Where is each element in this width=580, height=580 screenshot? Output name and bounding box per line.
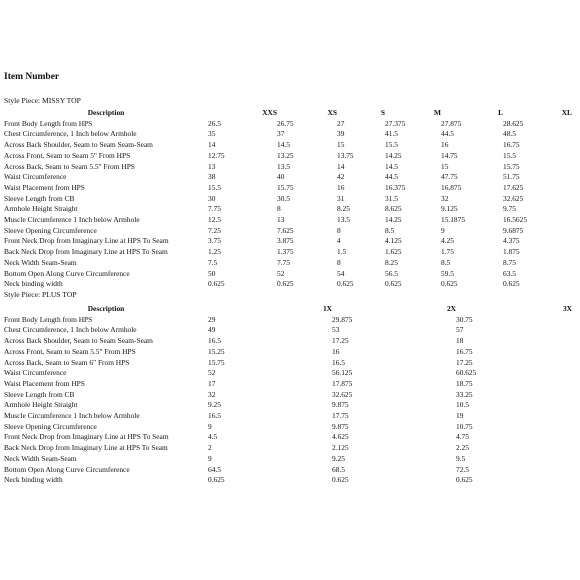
measurement-value: 17.625 — [503, 182, 524, 192]
measurement-value: 9 — [208, 421, 212, 431]
table-row — [4, 315, 572, 326]
table-row — [4, 465, 572, 476]
table-row — [4, 390, 572, 401]
measurement-value: 10.5 — [456, 400, 469, 410]
measurement-description: Front Body Length from HPS — [4, 118, 93, 128]
measurement-value: 26.75 — [277, 118, 294, 128]
measurement-value: 9.5 — [456, 453, 466, 463]
table-row — [4, 400, 572, 411]
measurement-description: Bottom Open Along Curve Circumference — [4, 268, 130, 278]
measurement-description: Across Back, Seam to Seam 5.5" From HPS — [4, 161, 135, 171]
measurement-value: 7.75 — [208, 204, 221, 214]
measurement-value: 16.5 — [208, 411, 221, 421]
measurement-value: 14.25 — [385, 215, 402, 225]
description-header: Description — [87, 108, 125, 117]
measurement-description: Across Front, Seam to Seam 5" From HPS — [4, 150, 131, 160]
measurement-description: Across Back Shoulder, Seam to Seam Seam-Seam — [4, 140, 153, 150]
measurement-value: 16.5 — [208, 336, 221, 346]
measurement-value: 42 — [337, 172, 345, 182]
measurement-value: 15.75 — [208, 357, 225, 367]
measurement-value: 52 — [208, 368, 216, 378]
measurement-description: Front Neck Drop from Imaginary Line at HPS To Seam — [4, 432, 169, 442]
measurement-value: 30.5 — [277, 193, 290, 203]
measurement-value: 4.5 — [208, 432, 218, 442]
size-header: XL — [561, 108, 572, 117]
measurement-value: 31 — [337, 193, 345, 203]
measurement-value: 8.625 — [385, 204, 402, 214]
measurement-value: 1.75 — [441, 247, 454, 257]
table-row — [4, 358, 572, 369]
measurement-value: 8.75 — [503, 257, 516, 267]
measurement-value: 63.5 — [503, 268, 516, 278]
measurement-value: 52 — [277, 268, 285, 278]
table-row — [4, 162, 572, 173]
measurement-description: Neck binding width — [4, 279, 63, 289]
measurement-description: Front Neck Drop from Imaginary Line at HPS To Seam — [4, 236, 169, 246]
measurement-value: 9.6875 — [503, 225, 524, 235]
table-row — [4, 172, 572, 183]
measurement-value: 15.75 — [277, 182, 294, 192]
measurement-description: Sleeve Length from CB — [4, 389, 75, 399]
measurement-value: 72.5 — [456, 464, 469, 474]
table-row — [4, 379, 572, 390]
measurement-value: 50 — [208, 268, 216, 278]
measurement-value: 13 — [277, 215, 285, 225]
table-row — [4, 119, 572, 130]
measurement-value: 64.5 — [208, 464, 221, 474]
plus-style-label: Style Piece: PLUS TOP — [4, 290, 77, 299]
table-row — [4, 151, 572, 162]
measurement-description: Neck Width Seam-Seam — [4, 453, 77, 463]
table-row — [4, 411, 572, 422]
table-row — [4, 336, 572, 347]
measurement-value: 10.75 — [456, 421, 473, 431]
measurement-value: 9.25 — [208, 400, 221, 410]
table-row — [4, 129, 572, 140]
measurement-value: 16.875 — [441, 182, 462, 192]
measurement-value: 8 — [337, 257, 341, 267]
measurement-value: 0.625 — [456, 475, 473, 485]
measurement-value: 13.25 — [277, 150, 294, 160]
table-row — [4, 432, 572, 443]
measurement-value: 16.5 — [332, 357, 345, 367]
measurement-value: 0.625 — [208, 279, 225, 289]
item-number-title: Item Number — [4, 72, 60, 82]
size-header: 3X — [562, 304, 572, 313]
measurement-value: 30 — [208, 193, 216, 203]
measurement-value: 40 — [277, 172, 285, 182]
measurement-value: 1.875 — [503, 247, 520, 257]
measurement-value: 8.25 — [337, 204, 350, 214]
measurement-value: 51.75 — [503, 172, 520, 182]
plus-header-row — [4, 304, 572, 315]
measurement-value: 15 — [337, 140, 345, 150]
measurement-value: 38 — [208, 172, 216, 182]
measurement-value: 1.375 — [277, 247, 294, 257]
measurement-value: 13.75 — [337, 150, 354, 160]
measurement-value: 7.625 — [277, 225, 294, 235]
table-row — [4, 347, 572, 358]
measurement-description: Back Neck Drop from Imaginary Line at HPS To Seam — [4, 247, 168, 257]
measurement-value: 16 — [332, 346, 340, 356]
measurement-value: 60.625 — [456, 368, 477, 378]
table-row — [4, 236, 572, 247]
measurement-value: 16.75 — [456, 346, 473, 356]
measurement-value: 48.5 — [503, 129, 516, 139]
measurement-value: 14.75 — [441, 150, 458, 160]
table-row — [4, 422, 572, 433]
measurement-description: Waist Placement from HPS — [4, 378, 85, 388]
measurement-value: 17.75 — [332, 411, 349, 421]
measurement-value: 9.75 — [503, 204, 516, 214]
measurement-value: 7.25 — [208, 225, 221, 235]
measurement-value: 8.5 — [385, 225, 395, 235]
measurement-value: 15.1875 — [441, 215, 466, 225]
measurement-value: 14.5 — [277, 140, 290, 150]
measurement-value: 0.625 — [208, 475, 225, 485]
measurement-description: Neck binding width — [4, 475, 63, 485]
measurement-value: 4.625 — [332, 432, 349, 442]
table-row — [4, 443, 572, 454]
measurement-value: 37 — [277, 129, 285, 139]
measurement-value: 15.25 — [208, 346, 225, 356]
measurement-value: 15.5 — [503, 150, 516, 160]
measurement-description: Sleeve Opening Circumference — [4, 225, 97, 235]
measurement-value: 16 — [337, 182, 345, 192]
measurement-value: 27 — [337, 118, 345, 128]
measurement-value: 27.375 — [385, 118, 406, 128]
measurement-value: 16.375 — [385, 182, 406, 192]
measurement-description: Waist Placement from HPS — [4, 182, 85, 192]
measurement-description: Chest Circumference, 1 Inch below Armhole — [4, 129, 137, 139]
size-header: L — [498, 108, 503, 117]
measurement-value: 33.25 — [456, 389, 473, 399]
measurement-value: 32 — [441, 193, 449, 203]
measurement-value: 0.625 — [385, 279, 402, 289]
measurement-value: 35 — [208, 129, 216, 139]
measurement-value: 14.25 — [385, 150, 402, 160]
size-header: 1X — [322, 304, 332, 313]
measurement-value: 44.5 — [441, 129, 454, 139]
measurement-description: Muscle Circumference 1 Inch below Armhole — [4, 411, 140, 421]
table-row — [4, 140, 572, 151]
table-row — [4, 194, 572, 205]
measurement-value: 15.75 — [503, 161, 520, 171]
measurement-value: 1.25 — [208, 247, 221, 257]
measurement-value: 15.5 — [385, 140, 398, 150]
measurement-value: 13 — [208, 161, 216, 171]
table-row — [4, 454, 572, 465]
table-row — [4, 269, 572, 280]
table-row — [4, 183, 572, 194]
missy-style-label: Style Piece: MISSY TOP — [4, 96, 81, 105]
measurement-value: 16.75 — [503, 140, 520, 150]
measurement-value: 1.5 — [337, 247, 347, 257]
table-row — [4, 368, 572, 379]
measurement-description: Armhole Height Straight — [4, 204, 78, 214]
measurement-description: Waist Circumference — [4, 368, 67, 378]
measurement-value: 9.125 — [441, 204, 458, 214]
table-row — [4, 215, 572, 226]
table-row — [4, 204, 572, 215]
measurement-value: 17.25 — [456, 357, 473, 367]
measurement-value: 2.25 — [456, 443, 469, 453]
measurement-value: 53 — [332, 325, 340, 335]
measurement-description: Across Front, Seam to Seam 5.5" From HPS — [4, 346, 136, 356]
measurement-value: 8 — [277, 204, 281, 214]
missy-header-row — [4, 108, 572, 119]
measurement-value: 47.75 — [441, 172, 458, 182]
measurement-value: 32.625 — [503, 193, 524, 203]
measurement-value: 2 — [208, 443, 212, 453]
measurement-value: 3.875 — [277, 236, 294, 246]
measurement-value: 44.5 — [385, 172, 398, 182]
measurement-value: 9 — [441, 225, 445, 235]
table-row — [4, 325, 572, 336]
measurement-description: Sleeve Length from CB — [4, 193, 75, 203]
measurement-value: 26.5 — [208, 118, 221, 128]
measurement-value: 31.5 — [385, 193, 398, 203]
measurement-value: 7.75 — [277, 257, 290, 267]
measurement-value: 18.75 — [456, 378, 473, 388]
measurement-description: Neck Width Seam-Seam — [4, 257, 77, 267]
measurement-description: Back Neck Drop from Imaginary Line at HPS To Seam — [4, 443, 168, 453]
measurement-value: 32.625 — [332, 389, 353, 399]
measurement-value: 59.5 — [441, 268, 454, 278]
measurement-value: 12.5 — [208, 215, 221, 225]
size-header: 2X — [446, 304, 456, 313]
size-header: S — [380, 108, 385, 117]
table-row — [4, 247, 572, 258]
measurement-value: 15 — [441, 161, 449, 171]
measurement-value: 9.25 — [332, 453, 345, 463]
measurement-value: 0.625 — [332, 475, 349, 485]
measurement-value: 13.5 — [337, 215, 350, 225]
measurement-value: 56.5 — [385, 268, 398, 278]
measurement-value: 13.5 — [277, 161, 290, 171]
measurement-value: 7.5 — [208, 257, 218, 267]
measurement-value: 14 — [337, 161, 345, 171]
measurement-value: 18 — [456, 336, 464, 346]
measurement-value: 4.75 — [456, 432, 469, 442]
measurement-value: 49 — [208, 325, 216, 335]
missy-size-table — [4, 108, 572, 290]
measurement-value: 39 — [337, 129, 345, 139]
measurement-value: 4.25 — [441, 236, 454, 246]
measurement-value: 9 — [208, 453, 212, 463]
measurement-value: 17.25 — [332, 336, 349, 346]
table-row — [4, 258, 572, 269]
measurement-value: 41.5 — [385, 129, 398, 139]
measurement-value: 9.875 — [332, 400, 349, 410]
measurement-value: 12.75 — [208, 150, 225, 160]
measurement-description: Muscle Circumference 1 Inch below Armhole — [4, 215, 140, 225]
measurement-value: 27.875 — [441, 118, 462, 128]
measurement-description: Chest Circumference, 1 Inch below Armhole — [4, 325, 137, 335]
measurement-value: 0.625 — [337, 279, 354, 289]
measurement-value: 29.875 — [332, 314, 353, 324]
measurement-value: 29 — [208, 314, 216, 324]
measurement-description: Front Body Length from HPS — [4, 314, 93, 324]
measurement-value: 0.625 — [277, 279, 294, 289]
measurement-description: Across Back, Seam to Seam 6" From HPS — [4, 357, 130, 367]
description-header: Description — [87, 304, 125, 313]
table-row — [4, 226, 572, 237]
size-header: M — [434, 108, 441, 117]
measurement-value: 16 — [441, 140, 449, 150]
measurement-value: 19 — [456, 411, 464, 421]
measurement-description: Waist Circumference — [4, 172, 67, 182]
size-header: XXS — [262, 108, 277, 117]
measurement-value: 54 — [337, 268, 345, 278]
measurement-value: 14.5 — [385, 161, 398, 171]
measurement-value: 57 — [456, 325, 464, 335]
measurement-value: 4 — [337, 236, 341, 246]
table-row — [4, 475, 572, 486]
measurement-value: 2.125 — [332, 443, 349, 453]
measurement-value: 56.125 — [332, 368, 353, 378]
measurement-value: 8.5 — [441, 257, 451, 267]
measurement-value: 8 — [337, 225, 341, 235]
measurement-value: 68.5 — [332, 464, 345, 474]
measurement-value: 28.625 — [503, 118, 524, 128]
measurement-value: 0.625 — [441, 279, 458, 289]
measurement-description: Armhole Height Straight — [4, 400, 78, 410]
measurement-description: Across Back Shoulder, Seam to Seam Seam-Seam — [4, 336, 153, 346]
measurement-value: 4.375 — [503, 236, 520, 246]
measurement-value: 30.75 — [456, 314, 473, 324]
measurement-value: 15.5 — [208, 182, 221, 192]
measurement-value: 4.125 — [385, 236, 402, 246]
measurement-value: 32 — [208, 389, 216, 399]
measurement-value: 0.625 — [503, 279, 520, 289]
measurement-value: 16.5625 — [503, 215, 528, 225]
measurement-value: 3.75 — [208, 236, 221, 246]
measurement-value: 17.875 — [332, 378, 353, 388]
measurement-value: 1.625 — [385, 247, 402, 257]
size-header: XS — [327, 108, 337, 117]
measurement-description: Bottom Open Along Curve Circumference — [4, 464, 130, 474]
measurement-value: 9.875 — [332, 421, 349, 431]
table-row — [4, 279, 572, 290]
measurement-value: 17 — [208, 378, 216, 388]
measurement-description: Sleeve Opening Circumference — [4, 421, 97, 431]
plus-size-table — [4, 304, 572, 486]
measurement-value: 14 — [208, 140, 216, 150]
measurement-value: 8.25 — [385, 257, 398, 267]
